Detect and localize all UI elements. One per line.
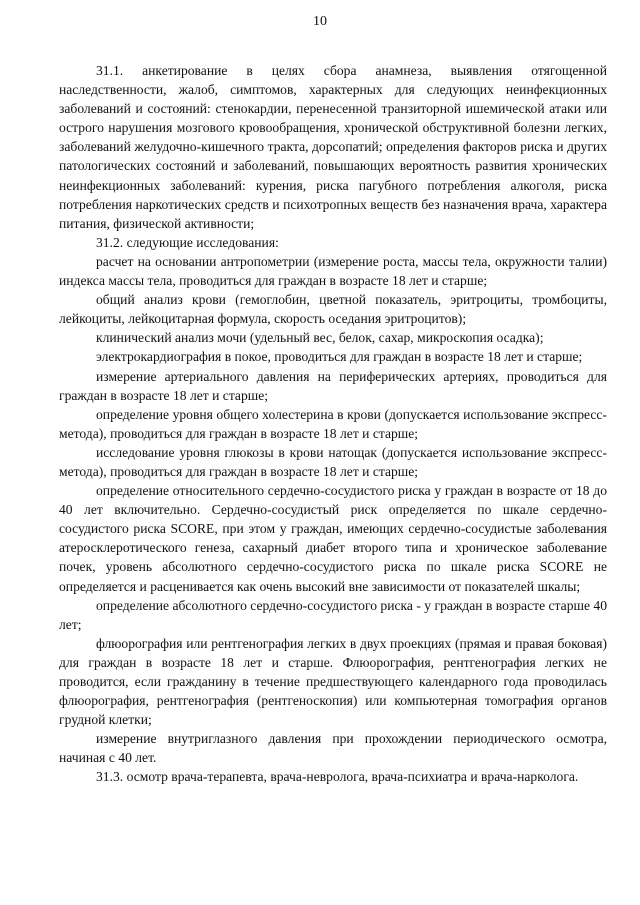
paragraph-31-1: 31.1. анкетирование в целях сбора анамнеза, выявления отягощенной наследственности, жалоб, симптомов, характерных для следующих неинфекционных заболеваний и состояний: стенокардии, перенесенной транзиторной ишемической атаки или острого нарушения мозгового кровообращения, хронической обструктивной болезни легких, заболеваний желудочно-кишечного тракта, дорсопатий; определения факторов риска и других патологических состояний и заболеваний, повышающих вероятность развития хронических неинфекционных заболеваний: курения, риска пагубного потребления алкоголя, риска потребления наркотических средств и психотропных веществ без назначения врача, характера питания, физической активности;: [59, 63, 607, 231]
document-body: [59, 61, 607, 787]
item-glucose: исследование уровня глюкозы в крови натощак (допускается использование экспресс-метода), проводиться для граждан в возрасте 18 лет и старше;: [59, 444, 607, 479]
item-relative-risk: определение относительного сердечно-сосудистого риска у граждан в возрасте от 18 до 40 лет включительно. Сердечно-сосудистый риск определяется по шкале сердечно-сосудистого риска SCORE, при этом у граждан, имеющих сердечно-сосудистые заболевания атеросклеротического генеза, сахарный диабет второго типа и хроническое заболевание почек, уровень абсолютного сердечно-сосудистого риска по шкале риска SCORE не определяется и расценивается как очень высокий вне зависимости от показателей шкалы;: [59, 483, 607, 594]
item-anthropometry: расчет на основании антропометрии (измерение роста, массы тела, окружности талии) индекса массы тела, проводиться для граждан в возрасте 18 лет и старше;: [59, 253, 607, 289]
paragraph-31-2: 31.2. следующие исследования:: [96, 234, 279, 250]
item-absolute-risk: определение абсолютного сердечно-сосудистого риска - у граждан в возрасте старше 40 лет;: [59, 597, 607, 632]
item-cholesterol: определение уровня общего холестерина в крови (допускается использование экспресс-метода), проводиться для граждан в возрасте 18 лет и старше;: [59, 406, 607, 441]
item-blood-pressure: измерение артериального давления на периферических артериях, проводиться для граждан в возрасте 18 лет и старше;: [59, 368, 607, 403]
item-fluorography: флюорография или рентгенография легких в двух проекциях (прямая и правая боковая) для граждан в возрасте 18 лет и старше. Флюорография, рентгенография легких не проводится, если гражданину в течение предшествующего календарного года проводилась флюорография, рентгенография (рентгеноскопия) или компьютерная томография органов грудной клетки;: [59, 635, 607, 728]
paragraph-31-3: 31.3. осмотр врача-терапевта, врача-невролога, врача-психиатра и врача-нарколога.: [96, 769, 579, 785]
page-number: 10: [313, 14, 327, 29]
item-blood-test: общий анализ крови (гемоглобин, цветной показатель, эритроциты, тромбоциты, лейкоциты, лейкоцитарная формула, скорость оседания эритроцитов);: [59, 292, 607, 327]
item-urine-test: клинический анализ мочи (удельный вес, белок, сахар, микроскопия осадка);: [96, 330, 544, 346]
item-ecg: электрокардиография в покое, проводиться для граждан в возрасте 18 лет и старше;: [96, 349, 583, 365]
item-intraocular-pressure: измерение внутриглазного давления при прохождении периодического осмотра, начиная с 40 лет.: [59, 731, 607, 766]
